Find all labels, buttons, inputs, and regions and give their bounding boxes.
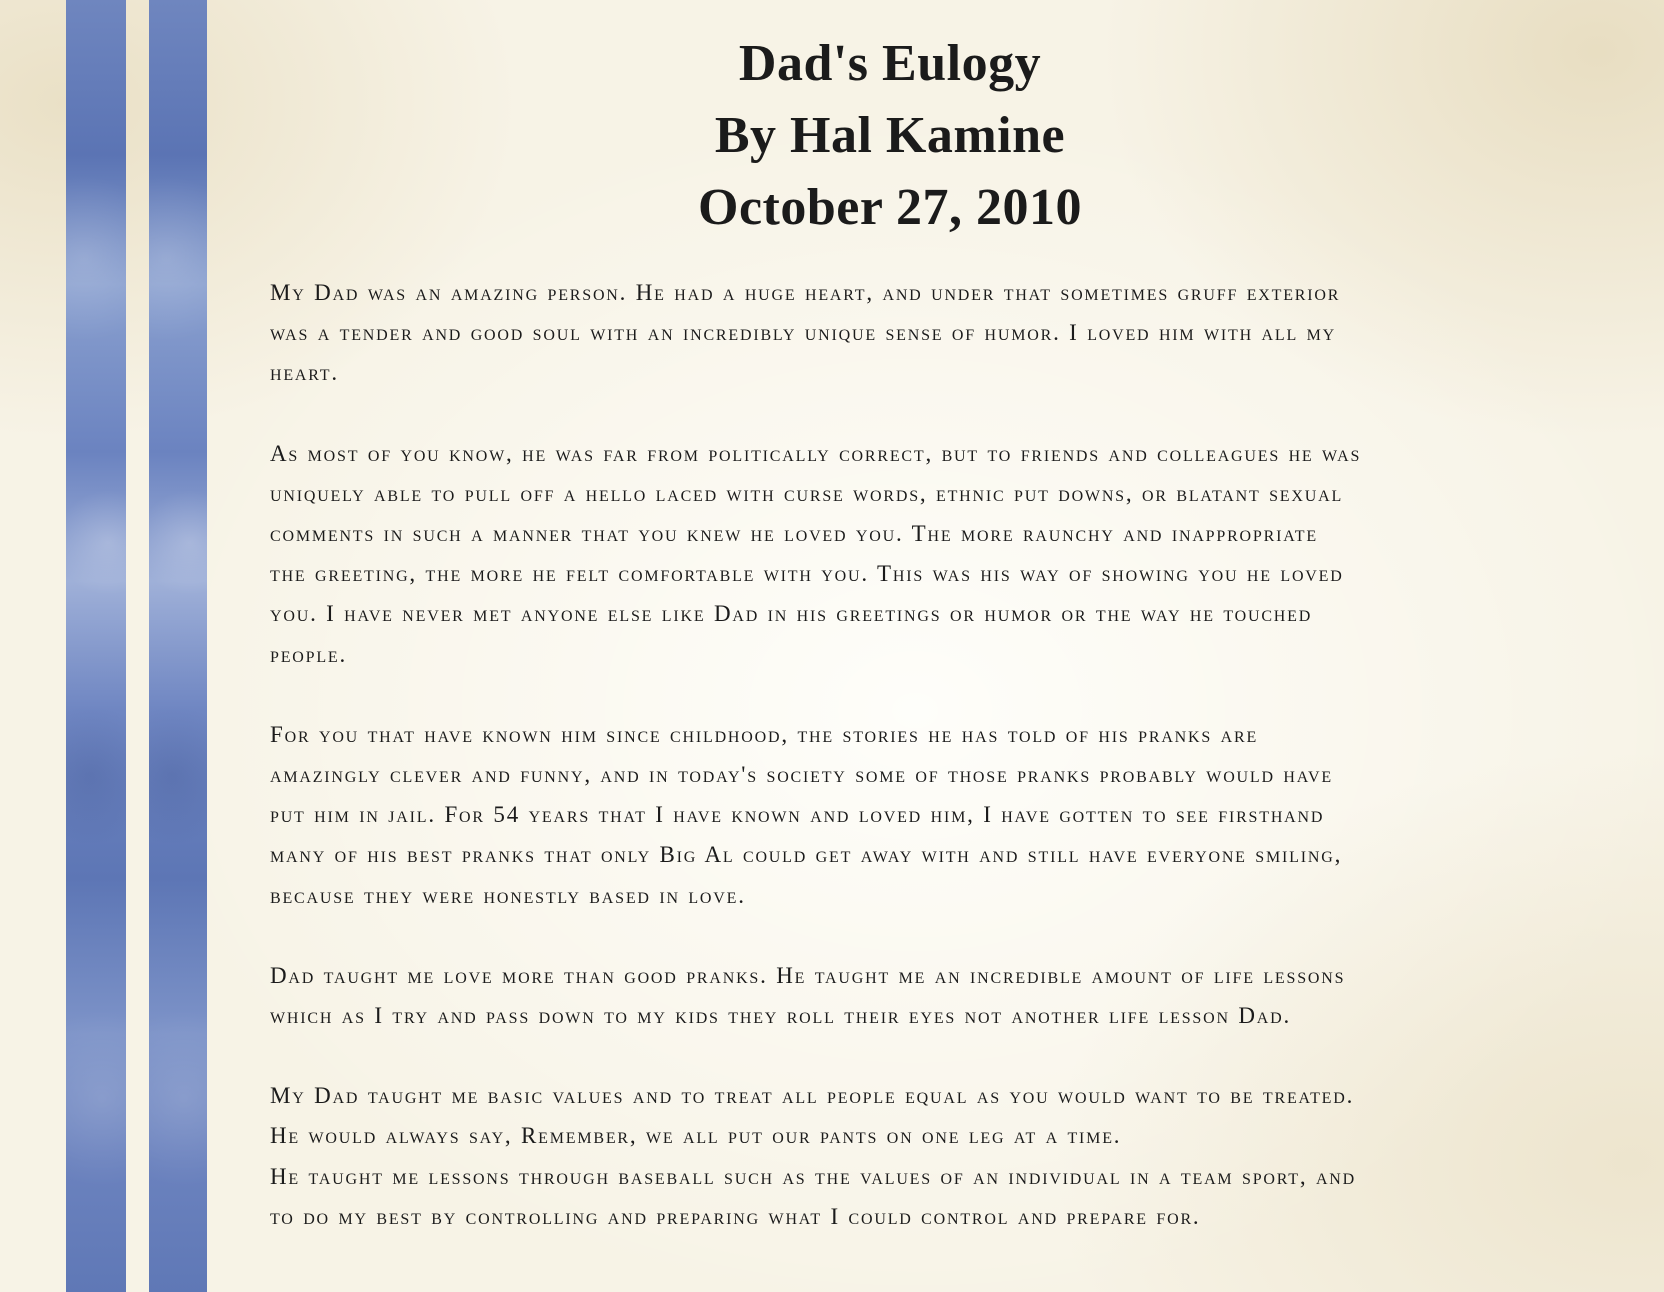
document-title: Dad's Eulogy <box>738 35 1042 92</box>
paragraph-line: He would always say, Remember, we all put our pants on one leg at a time. <box>270 1123 1122 1149</box>
paragraph-line: many of his best pranks that only Big Al could get away with and still have everyone smiling, <box>270 842 1343 868</box>
paragraph-line: My Dad was an amazing person. He had a huge heart, and under that sometimes gruff exterior <box>270 280 1341 305</box>
paragraph-line: was a tender and good soul with an incredibly unique sense of humor. I loved him with all my <box>270 320 1336 346</box>
paragraph-line: because they were honestly based in love. <box>270 882 746 908</box>
paragraph-1 <box>270 273 1532 394</box>
paragraph-line: you. I have never met anyone else like Dad in his greetings or humor or the way he touched <box>270 601 1313 627</box>
paragraph-line: put him in jail. For 54 years that I have known and loved him, I have gotten to see firsthand <box>270 802 1325 828</box>
document-date: October 27, 2010 <box>698 179 1082 236</box>
paragraph-line: to do my best by controlling and preparing what I could control and prepare for. <box>270 1203 1201 1229</box>
decorative-blue-stripe-right <box>149 0 207 1292</box>
paragraph-line: heart. <box>270 360 339 386</box>
decorative-blue-stripe-left <box>66 0 126 1292</box>
paragraph-line: uniquely able to pull off a hello laced with curse words, ethnic put downs, or blatant sexual <box>270 480 1344 506</box>
paragraph-3 <box>270 715 1532 916</box>
eulogy-body <box>270 273 1532 1277</box>
paragraph-line: Dad taught me love more than good pranks. He taught me an incredible amount of life lessons <box>270 962 1346 988</box>
paragraph-line: comments in such a manner that you knew he loved you. The more raunchy and inappropriate <box>270 521 1318 547</box>
paragraph-line: people. <box>270 641 348 667</box>
paragraph-line: the greeting, the more he felt comfortable with you. This was his way of showing you he loved <box>270 561 1344 587</box>
paragraph-line: He taught me lessons through baseball such as the values of an individual in a team sport, and <box>270 1163 1357 1189</box>
paragraph-4 <box>270 956 1532 1036</box>
paragraph-5 <box>270 1076 1532 1237</box>
paragraph-line: My Dad taught me basic values and to treat all people equal as you would want to be treated. <box>270 1083 1355 1109</box>
paragraph-line: amazingly clever and funny, and in today's society some of those pranks probably would have <box>270 762 1333 788</box>
document-header <box>270 28 1510 244</box>
paragraph-line: As most of you know, he was far from politically correct, but to friends and colleagues he was <box>270 440 1362 466</box>
document-author: By Hal Kamine <box>714 107 1066 164</box>
paragraph-line: which as I try and pass down to my kids they roll their eyes not another life lesson Dad. <box>270 1003 1292 1029</box>
paragraph-2 <box>270 434 1532 675</box>
paragraph-line: For you that have known him since childhood, the stories he has told of his pranks are <box>270 721 1259 747</box>
